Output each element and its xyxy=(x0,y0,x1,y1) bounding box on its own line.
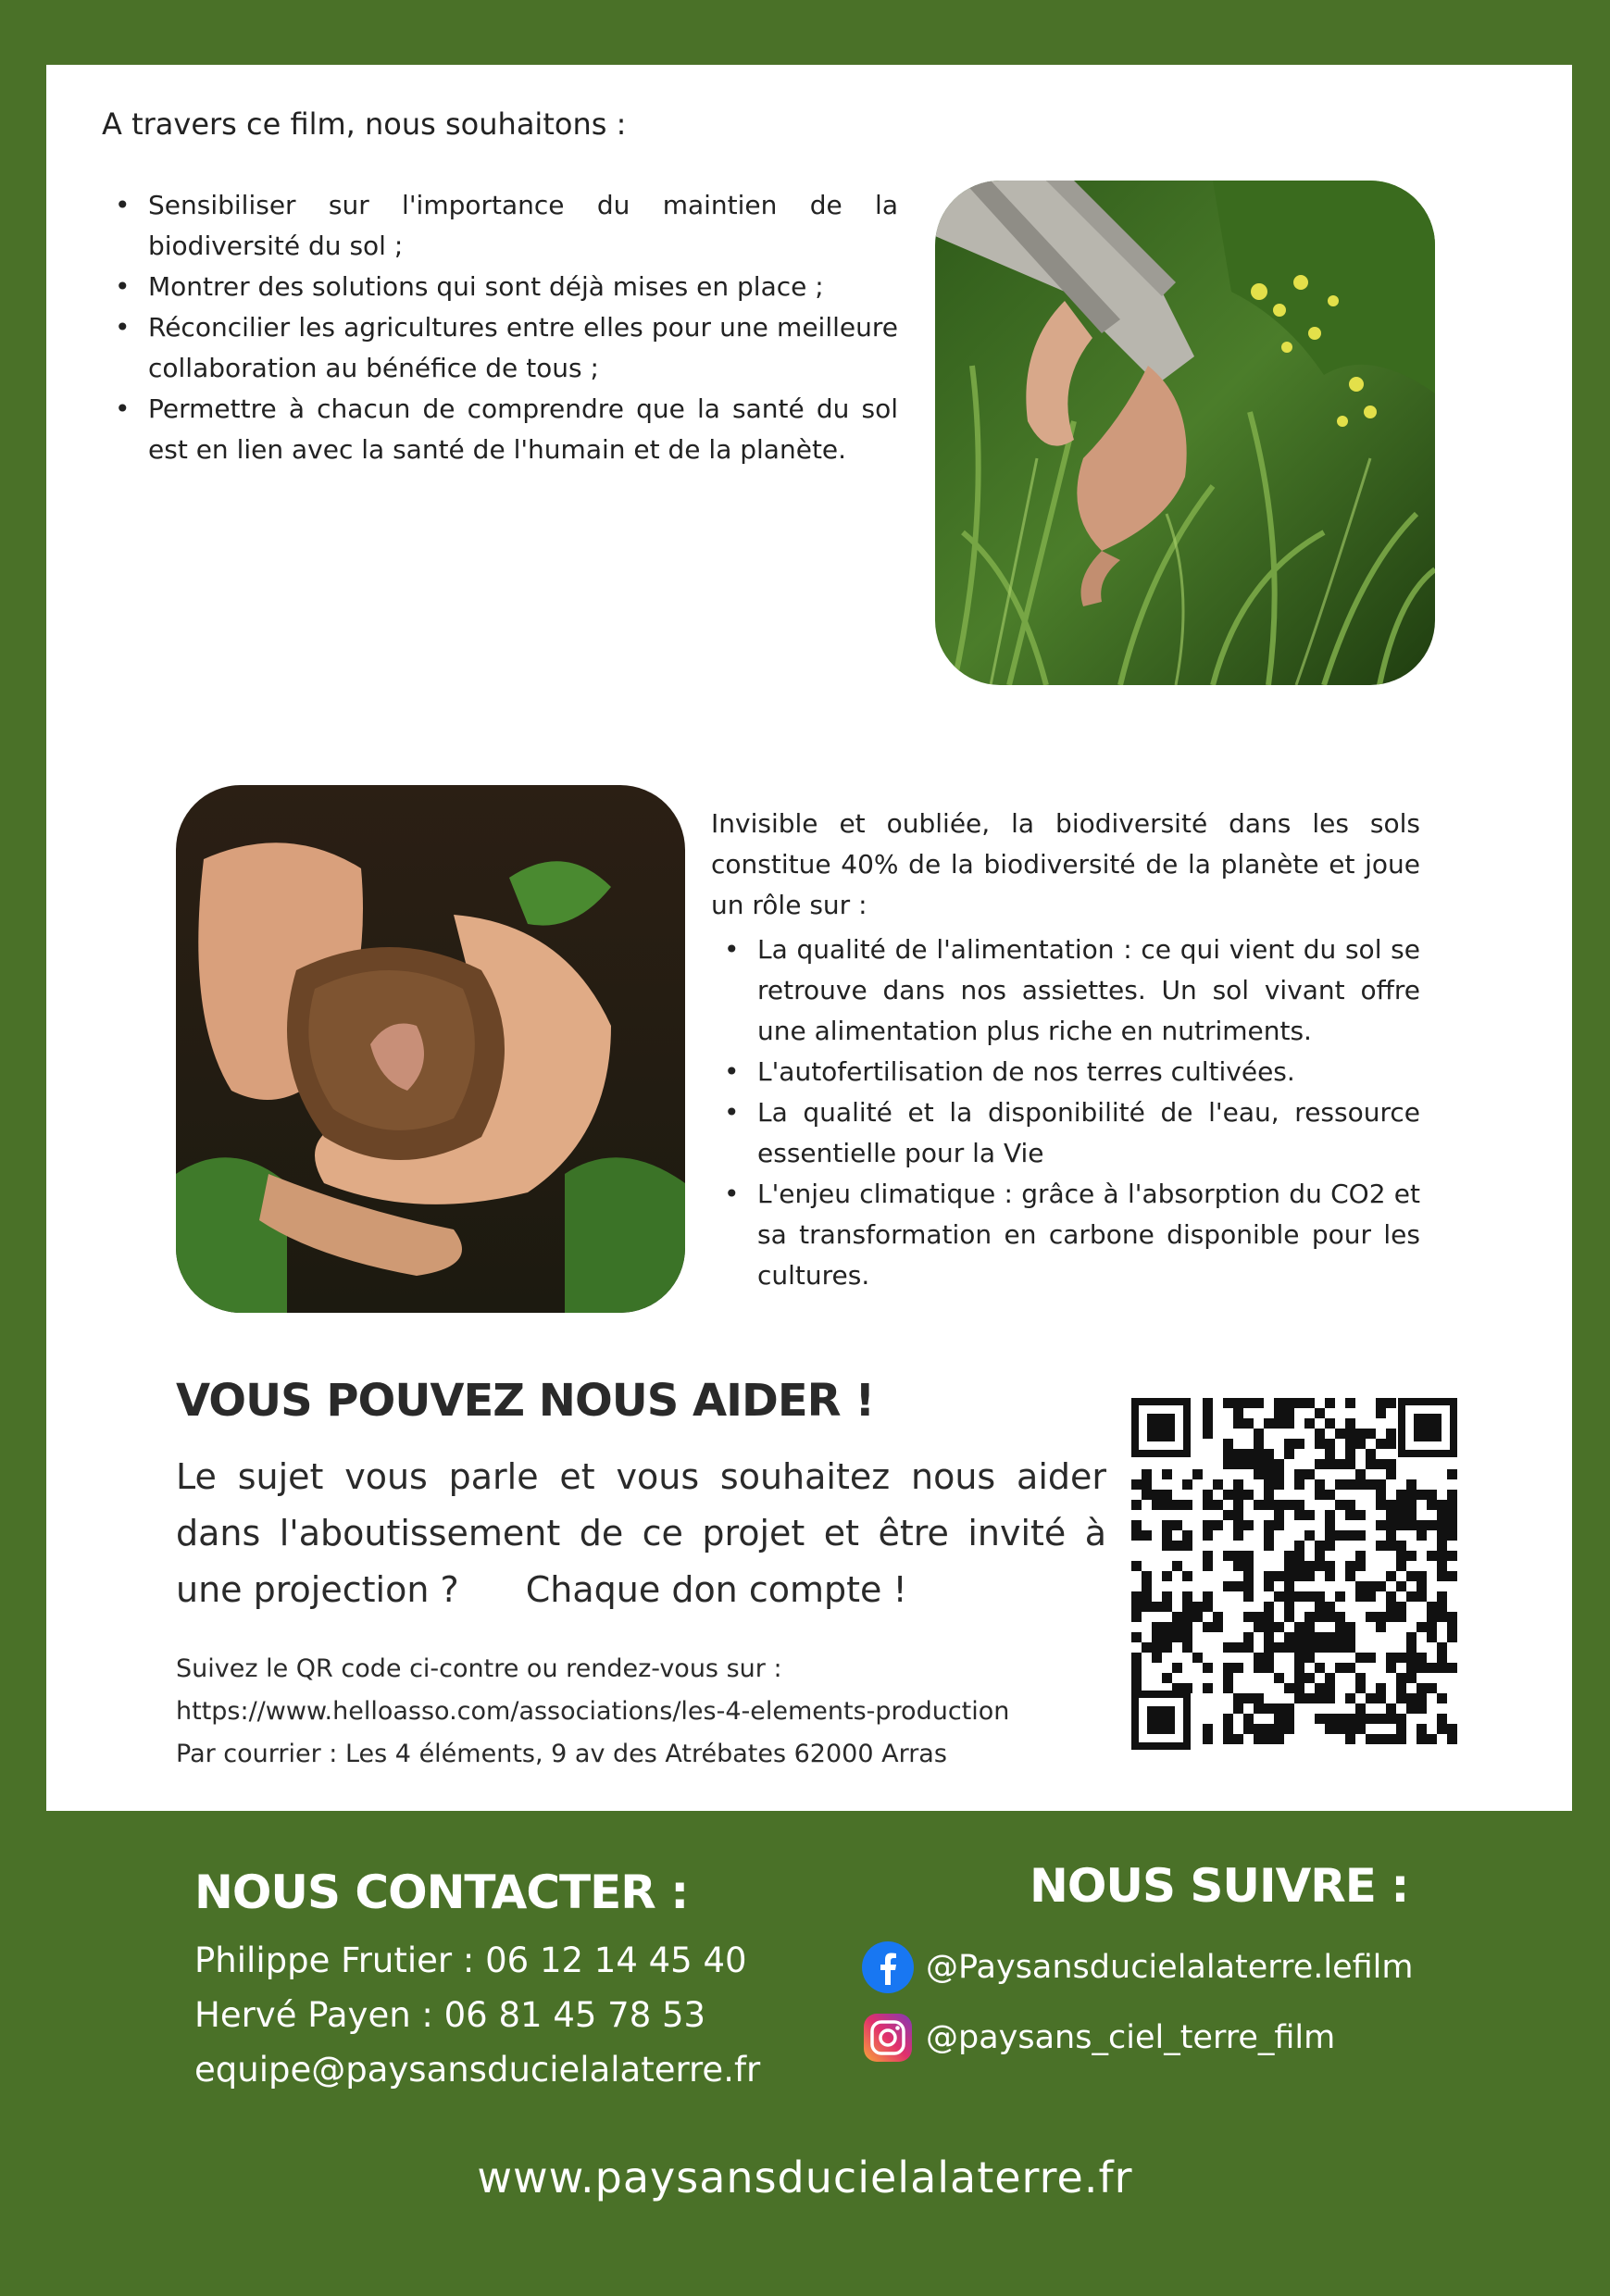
facebook-link[interactable] xyxy=(861,1940,1413,1994)
list-item: • L'autofertilisation de nos terres cultivées. xyxy=(711,1052,1420,1092)
list-item: • Permettre à chacun de comprendre que la santé du sol est en lien avec la santé de l'humain et de la planète. xyxy=(102,389,898,470)
facebook-handle: @Paysansducielalaterre.lefilm xyxy=(926,1949,1414,1986)
soil-intro: Invisible et oubliée, la biodiversité dans les sols constitue 40% de la biodiversité de la planète et joue un rôle sur : xyxy=(711,808,1420,920)
donate-line: Chaque don compte ! xyxy=(525,1569,907,1610)
contact-email[interactable]: equipe@paysansducielalaterre.fr xyxy=(194,2050,761,2090)
help-message: Le sujet vous parle et vous souhaitez nous aider dans l'aboutissement de ce projet et être invité à une projection ? xyxy=(176,1456,1106,1610)
instagram-link[interactable] xyxy=(861,2011,1335,2065)
mail-address: Par courrier : Les 4 éléments, 9 av des Atrébates 62000 Arras xyxy=(176,1740,947,1768)
contact-details xyxy=(194,1933,760,2097)
help-heading: VOUS POUVEZ NOUS AIDER ! xyxy=(176,1375,875,1427)
facebook-icon xyxy=(861,1940,915,1994)
help-text xyxy=(176,1449,1106,1618)
instagram-icon xyxy=(861,2011,915,2065)
list-item: • Réconcilier les agricultures entre elles pour une meilleure collaboration au bénéfice de tous ; xyxy=(102,307,898,389)
website-link[interactable]: www.paysansducielalaterre.fr xyxy=(477,2152,1133,2202)
soil-hands-photo xyxy=(176,785,685,1313)
qr-code[interactable] xyxy=(1131,1398,1457,1750)
contact-heading: NOUS CONTACTER : xyxy=(194,1866,689,1919)
list-item: • La qualité de l'alimentation : ce qui vient du sol se retrouve dans nos assiettes. Un sol vivant offre une alimentation plus riche en nutriments. xyxy=(711,930,1420,1052)
list-item: • L'enjeu climatique : grâce à l'absorption du CO2 et sa transformation en carbone disponible pour les cultures. xyxy=(711,1174,1420,1296)
follow-heading: NOUS SUIVRE : xyxy=(1030,1859,1409,1913)
soil-roles-list xyxy=(711,930,1420,1296)
donation-info xyxy=(176,1648,1102,1776)
list-item: • La qualité et la disponibilité de l'eau, ressource essentielle pour la Vie xyxy=(711,1092,1420,1174)
intro-heading: A travers ce film, nous souhaitons : xyxy=(102,106,627,142)
contact-herve: Hervé Payen : 06 81 45 78 53 xyxy=(194,1995,706,2035)
qr-instruction: Suivez le QR code ci-contre ou rendez-vous sur : xyxy=(176,1654,782,1683)
instagram-handle: @paysans_ciel_terre_film xyxy=(926,2019,1336,2056)
donation-link[interactable]: https://www.helloasso.com/associations/les-4-elements-production xyxy=(176,1697,1010,1726)
list-item: • Montrer des solutions qui sont déjà mises en place ; xyxy=(102,267,898,307)
contact-philippe: Philippe Frutier : 06 12 14 45 40 xyxy=(194,1940,747,1980)
aims-list xyxy=(102,185,898,470)
grass-hands-photo xyxy=(935,181,1435,685)
list-item: • Sensibiliser sur l'importance du maintien de la biodiversité du sol ; xyxy=(102,185,898,267)
